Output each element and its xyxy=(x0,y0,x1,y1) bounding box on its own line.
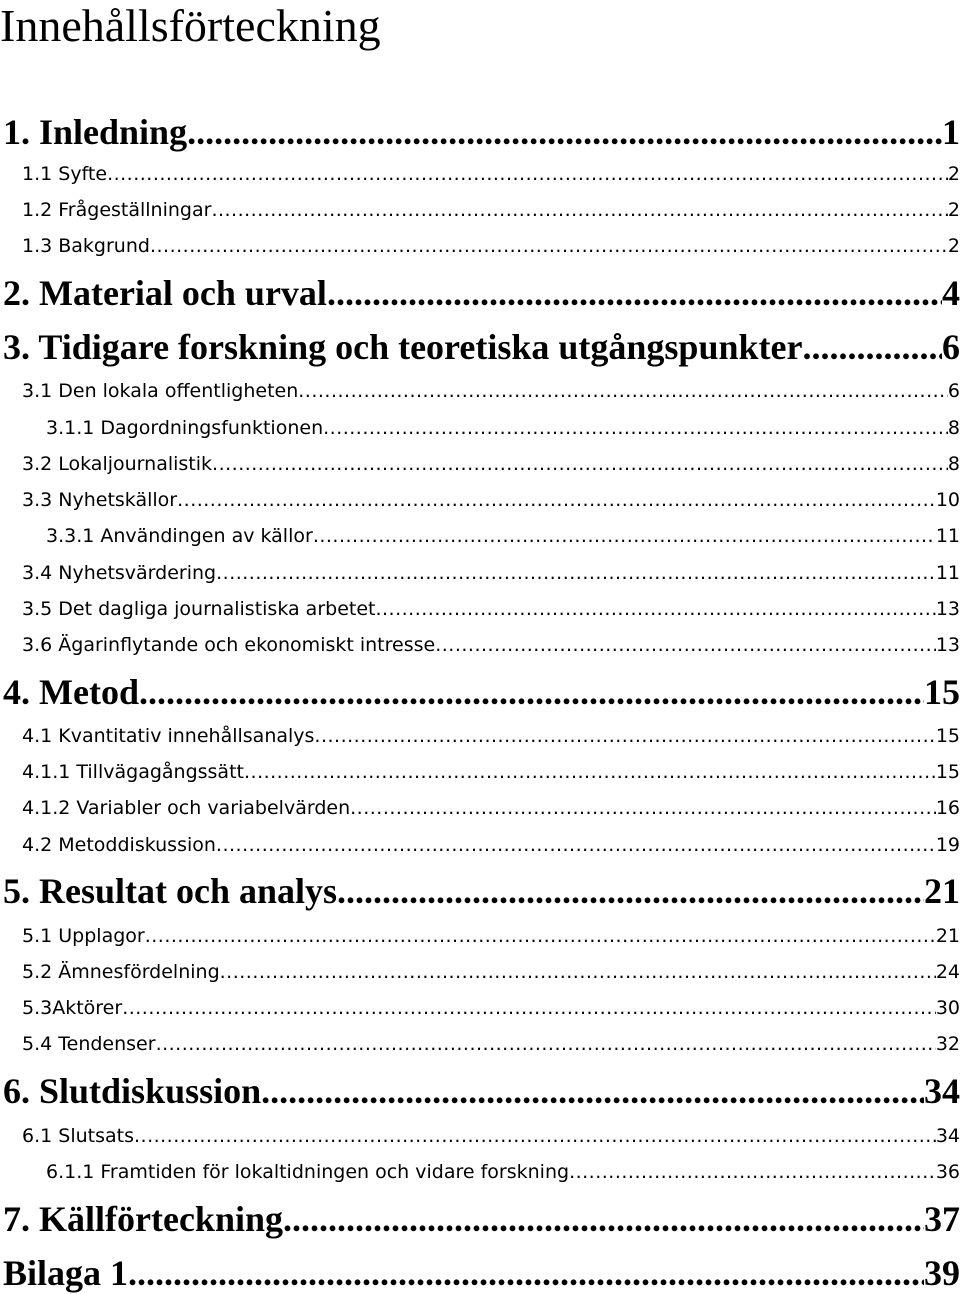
toc-entry[interactable] xyxy=(22,596,960,622)
toc-entry[interactable] xyxy=(3,273,960,313)
toc-entry-label: 3.1.1 Dagordningsfunktionen xyxy=(46,417,324,439)
toc-entry[interactable] xyxy=(3,1253,960,1293)
toc-entry-label: 3.5 Det dagliga journalistiska arbetet xyxy=(22,598,376,620)
toc-entry-page: 8 xyxy=(947,453,960,475)
toc-entry-page: 1 xyxy=(942,112,960,152)
toc-entry-page: 24 xyxy=(935,961,960,983)
toc-entry-page: 10 xyxy=(935,489,960,511)
toc-entry-page: 11 xyxy=(935,562,960,584)
dot-leader xyxy=(216,832,936,858)
toc-entry[interactable] xyxy=(22,197,960,223)
dot-leader xyxy=(145,923,936,949)
dot-leader xyxy=(375,596,935,622)
dot-leader xyxy=(802,327,942,367)
toc-entry[interactable] xyxy=(46,1159,960,1185)
toc-entry[interactable] xyxy=(22,759,960,785)
toc-entry-page: 6 xyxy=(947,380,960,402)
dot-leader xyxy=(150,233,948,259)
dot-leader xyxy=(139,672,924,712)
toc-entry[interactable] xyxy=(22,795,960,821)
toc-entry-label: 6. Slutdiskussion xyxy=(3,1071,262,1111)
toc-entry-label: 5.2 Ämnesfördelning xyxy=(22,961,220,983)
toc-entry-label: 3.2 Lokaljournalistik xyxy=(22,453,213,475)
toc-entry[interactable] xyxy=(3,1071,960,1111)
dot-leader xyxy=(187,112,942,152)
dot-leader xyxy=(435,632,936,658)
document-title: Innehållsförteckning xyxy=(0,0,381,51)
toc-entry-page: 15 xyxy=(935,761,960,783)
toc-entry[interactable] xyxy=(22,161,960,187)
dot-leader xyxy=(283,1199,924,1239)
dot-leader xyxy=(298,378,948,404)
toc-entry-page: 21 xyxy=(924,871,960,911)
toc-entry[interactable] xyxy=(22,451,960,477)
toc-entry-label: 1. Inledning xyxy=(3,112,188,152)
dot-leader xyxy=(122,995,936,1021)
toc-entry-label: 1.2 Frågeställningar xyxy=(22,199,212,221)
toc-entry[interactable] xyxy=(22,487,960,513)
toc-entry-page: 15 xyxy=(924,672,960,712)
toc-entry-label: 5.1 Upplagor xyxy=(22,925,145,947)
toc-entry[interactable] xyxy=(22,959,960,985)
toc-entry-label: 4.1.2 Variabler och variabelvärden xyxy=(22,797,351,819)
toc-entry[interactable] xyxy=(22,632,960,658)
dot-leader xyxy=(323,415,948,441)
toc-entry-page: 13 xyxy=(935,634,960,656)
dot-leader xyxy=(177,487,936,513)
dot-leader xyxy=(313,523,936,549)
toc-entry-page: 37 xyxy=(924,1199,960,1239)
toc-entry-page: 32 xyxy=(935,1033,960,1055)
toc-entry[interactable] xyxy=(22,378,960,404)
toc-entry-label: 4. Metod xyxy=(3,672,139,712)
toc-entry-page: 19 xyxy=(935,834,960,856)
toc-entry[interactable] xyxy=(3,1199,960,1239)
toc-entry[interactable] xyxy=(22,995,960,1021)
dot-leader xyxy=(314,723,935,749)
dot-leader xyxy=(220,959,936,985)
dot-leader xyxy=(156,1031,936,1057)
toc-entry-label: 7. Källförteckning xyxy=(3,1199,283,1239)
dot-leader xyxy=(107,161,948,187)
toc-entry[interactable] xyxy=(22,233,960,259)
toc-entry-page: 4 xyxy=(942,273,960,313)
dot-leader xyxy=(212,451,948,477)
toc-entry-label: 5.3Aktörer xyxy=(22,997,123,1019)
toc-entry-label: 3.3 Nyhetskällor xyxy=(22,489,178,511)
dot-leader xyxy=(350,795,936,821)
toc-entry[interactable] xyxy=(3,327,960,367)
toc-entry-label: 4.2 Metoddiskussion xyxy=(22,834,216,856)
toc-entry-label: 5.4 Tendenser xyxy=(22,1033,156,1055)
toc-entry-label: 3.4 Nyhetsvärdering xyxy=(22,562,217,584)
toc-entry[interactable] xyxy=(3,672,960,712)
toc-entry-label: 2. Material och urval xyxy=(3,273,327,313)
toc-entry-page: 8 xyxy=(947,417,960,439)
toc-entry-page: 2 xyxy=(947,199,960,221)
toc-entry-page: 2 xyxy=(947,235,960,257)
toc-entry[interactable] xyxy=(3,112,960,152)
toc-entry-label: 1.3 Bakgrund xyxy=(22,235,150,257)
toc-entry[interactable] xyxy=(3,871,960,911)
toc-entry[interactable] xyxy=(22,832,960,858)
toc-entry-label: 4.1.1 Tillvägagångssätt xyxy=(22,761,244,783)
toc-entry-label: 4.1 Kvantitativ innehållsanalys xyxy=(22,725,315,747)
dot-leader xyxy=(211,197,947,223)
toc-entry-label: 6.1.1 Framtiden för lokaltidningen och vidare forskning xyxy=(46,1161,570,1183)
toc-entry-page: 2 xyxy=(947,163,960,185)
toc-entry[interactable] xyxy=(22,723,960,749)
toc-entry-page: 15 xyxy=(935,725,960,747)
toc-entry-label: 1.1 Syfte xyxy=(22,163,108,185)
toc-entry-page: 16 xyxy=(935,797,960,819)
toc-entry-page: 13 xyxy=(935,598,960,620)
toc-entry-page: 34 xyxy=(935,1125,960,1147)
toc-entry[interactable] xyxy=(46,415,960,441)
toc-entry[interactable] xyxy=(22,1031,960,1057)
toc-entry-page: 6 xyxy=(942,327,960,367)
toc-entry-page: 39 xyxy=(924,1253,960,1293)
dot-leader xyxy=(216,560,936,586)
toc-entry-label: Bilaga 1 xyxy=(3,1253,129,1293)
dot-leader xyxy=(128,1253,924,1293)
toc-entry-page: 21 xyxy=(935,925,960,947)
toc-entry-label: 3.6 Ägarinflytande och ekonomiskt intresse xyxy=(22,634,436,656)
toc-entry-label: 3. Tidigare forskning och teoretiska utgångspunkter xyxy=(3,327,803,367)
toc-entry-page: 30 xyxy=(935,997,960,1019)
toc-entry-label: 3.1 Den lokala offentligheten xyxy=(22,380,299,402)
toc-entry-page: 11 xyxy=(935,525,960,547)
dot-leader xyxy=(244,759,936,785)
toc-entry-label: 3.3.1 Användingen av källor xyxy=(46,525,313,547)
dot-leader xyxy=(327,273,942,313)
dot-leader xyxy=(261,1071,924,1111)
toc-entry-page: 36 xyxy=(935,1161,960,1183)
toc-entry-label: 5. Resultat och analys xyxy=(3,871,338,911)
toc-entry-page: 34 xyxy=(924,1071,960,1111)
dot-leader xyxy=(337,871,924,911)
toc-entry[interactable] xyxy=(46,523,960,549)
toc-entry[interactable] xyxy=(22,923,960,949)
dot-leader xyxy=(569,1159,936,1185)
toc-entry[interactable] xyxy=(22,560,960,586)
dot-leader xyxy=(134,1123,936,1149)
toc-entry[interactable] xyxy=(22,1123,960,1149)
toc-entry-label: 6.1 Slutsats xyxy=(22,1125,134,1147)
